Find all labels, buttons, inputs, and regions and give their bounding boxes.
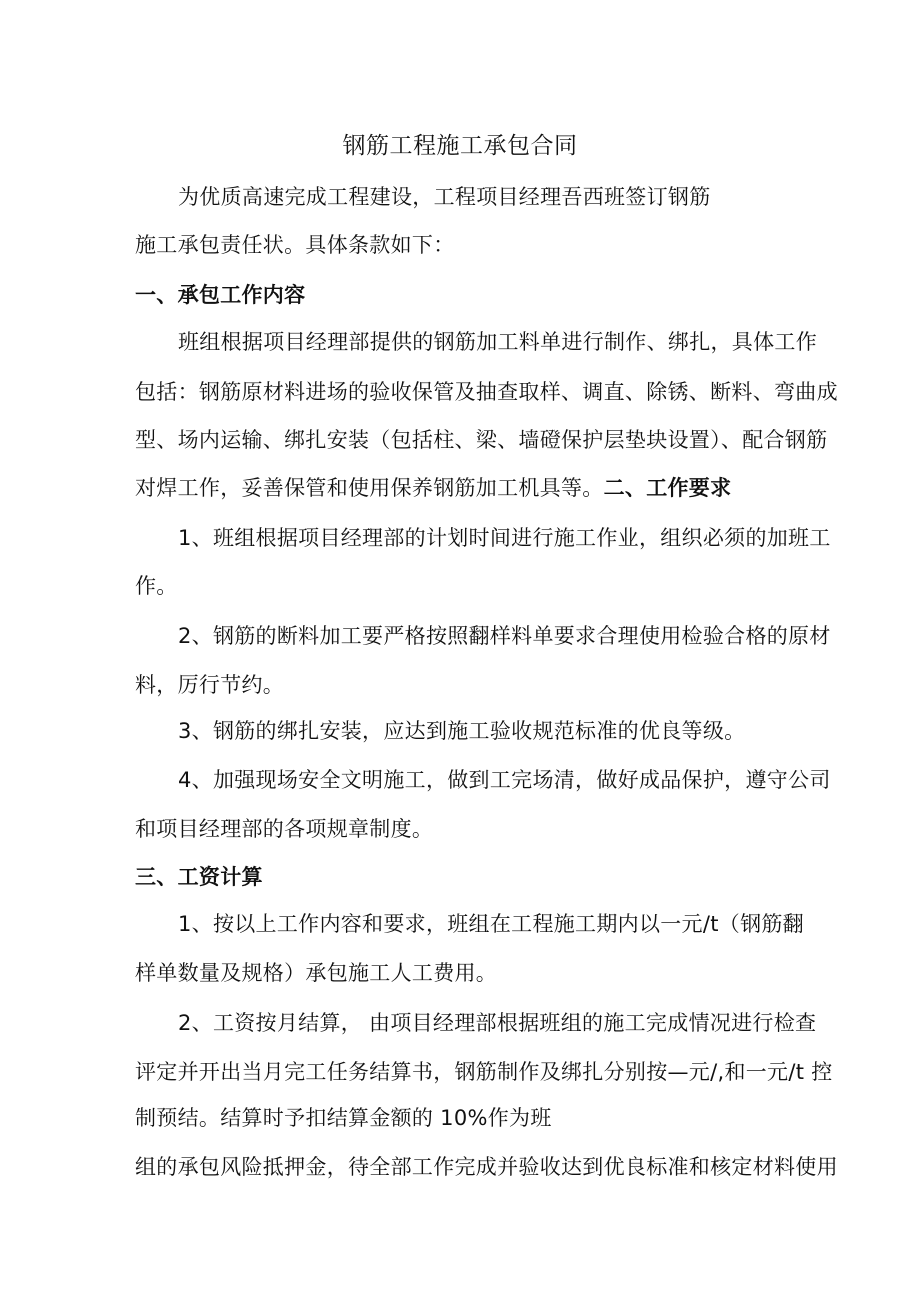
requirement-4-line-2: 和项目经理部的各项规章制度。 [135,817,434,841]
requirement-4-line-1: 4、加强现场安全文明施工，做到工完场清，做好成品保护，遵守公司 [178,768,831,792]
wage-1-line-1: 1、按以上工作内容和要求，班组在工程施工期内以一元/t（钢筋翻 [178,912,804,936]
intro-line-1: 为优质高速完成工程建设，工程项目经理吾西班签订钢筋 [178,185,711,209]
wage-2-line-2: 评定并开出当月完工任务结算书，钢筋制作及绑扎分别按—元/,和一元/t 控 [135,1060,833,1084]
section-1-line-2: 包括：钢筋原材料进场的验收保管及抽查取样、调直、除锈、断料、弯曲成 [135,380,838,404]
wage-1-line-2: 样单数量及规格）承包施工人工费用。 [135,961,498,985]
section-1-line-1: 班组根据项目经理部提供的钢筋加工料单进行制作、绑扎，具体工作 [178,330,817,354]
requirement-1-line-1: 1、班组根据项目经理部的计划时间进行施工作业，组织必须的加班工 [178,526,831,550]
document-title: 钢筋工程施工承包合同 [342,133,578,159]
wage-2-line-3: 制预结。结算时予扣结算金额的 10%作为班 [135,1106,552,1130]
requirement-2-line-2: 料，厉行节约。 [135,673,285,697]
wage-2-line-4: 组的承包风险抵押金，待全部工作完成并验收达到优良标准和核定材料使用 [135,1155,838,1179]
section-1-line-3: 型、场内运输、绑扎安装（包括柱、梁、墙磴保护层垫块设置）、配合钢筋 [135,428,828,452]
requirement-1-line-2: 作。 [135,574,178,598]
section-1-heading: 一、承包工作内容 [135,283,306,307]
section-2-heading: 二、工作要求 [603,476,732,500]
intro-line-2: 施工承包责任状。具体条款如下： [135,233,455,257]
section-3-heading: 三、工资计算 [135,865,263,889]
requirement-2-line-1: 2、钢筋的断料加工要严格按照翻样料单要求合理使用检验合格的原材 [178,624,831,648]
wage-2-line-1: 2、工资按月结算， 由项目经理部根据班组的施工完成情况进行检查 [178,1011,817,1035]
requirement-3-line-1: 3、钢筋的绑扎安装，应达到施工验收规范标准的优良等级。 [178,719,746,743]
section-1-last-text: 对焊工作，妥善保管和使用保养钢筋加工机具等。 [135,476,604,500]
section-1-line-4 [135,473,731,503]
